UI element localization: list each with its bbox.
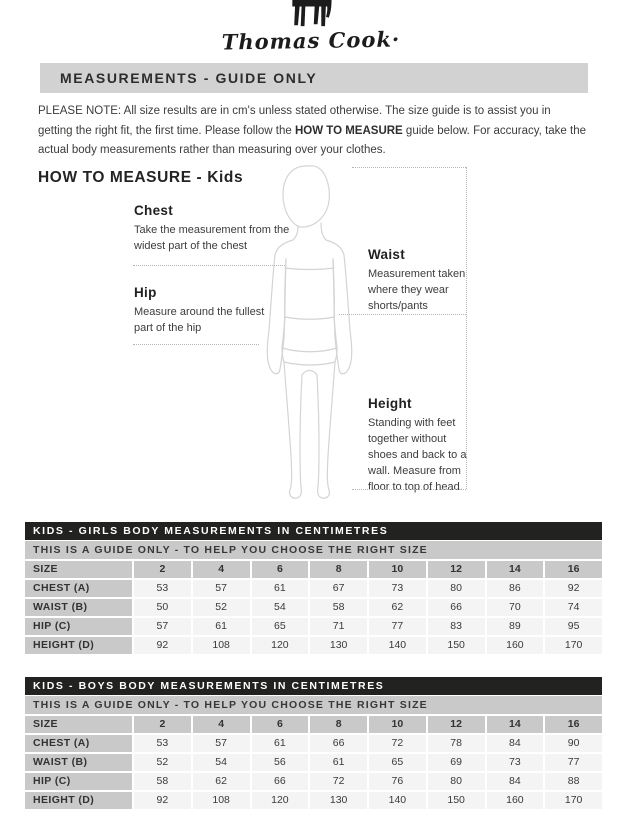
size-column-header: 6 — [252, 561, 309, 578]
measurement-value: 108 — [193, 792, 250, 809]
size-table-girls — [25, 522, 602, 654]
page-title: MEASUREMENTS - GUIDE ONLY — [60, 70, 318, 86]
measurement-value: 80 — [428, 580, 485, 597]
measurement-value: 150 — [428, 792, 485, 809]
note-part1: PLEASE NOTE: All size results are in cm's unless stated otherwise. The size guide is to assist you in getting the right fit, the first time. Please follow the — [38, 105, 551, 137]
hip-dotted-line — [133, 344, 259, 345]
measurement-value: 84 — [487, 735, 544, 752]
boys-table-grid — [25, 716, 602, 809]
how-to-measure-heading: HOW TO MEASURE - Kids — [38, 169, 244, 186]
row-label: HIP (C) — [25, 773, 132, 790]
measurement-value: 70 — [487, 599, 544, 616]
measurement-value: 140 — [369, 637, 426, 654]
height-desc: Standing with feet together without shoes and back to a wall. Measure from floor to top of head. — [368, 417, 467, 493]
measurement-value: 80 — [428, 773, 485, 790]
measurement-value: 69 — [428, 754, 485, 771]
height-label — [368, 396, 478, 495]
measurement-value: 92 — [134, 792, 191, 809]
measurement-value: 66 — [252, 773, 309, 790]
measurement-value: 66 — [428, 599, 485, 616]
girls-table-grid — [25, 561, 602, 654]
waist-desc: Measurement taken where they wear shorts/pants — [368, 268, 466, 312]
brand-logo — [0, 0, 622, 53]
measurement-value: 89 — [487, 618, 544, 635]
measurement-value: 120 — [252, 637, 309, 654]
height-dotted-line — [466, 167, 467, 489]
measurement-value: 83 — [428, 618, 485, 635]
measurement-value: 77 — [369, 618, 426, 635]
chest-dotted-line — [133, 265, 285, 266]
measurement-value: 53 — [134, 580, 191, 597]
size-column-header: 4 — [193, 716, 250, 733]
measurement-value: 72 — [310, 773, 367, 790]
chest-desc: Take the measurement from the widest part of the chest — [134, 224, 290, 252]
note-text — [38, 102, 586, 161]
measurement-value: 77 — [545, 754, 602, 771]
measurement-value: 78 — [428, 735, 485, 752]
measurement-value: 130 — [310, 637, 367, 654]
brand-name: Thomas Cook· — [221, 26, 401, 55]
measurement-value: 61 — [193, 618, 250, 635]
measurement-value: 73 — [369, 580, 426, 597]
size-column-header: 10 — [369, 716, 426, 733]
measurement-value: 66 — [310, 735, 367, 752]
height-title: Height — [368, 396, 412, 411]
measurement-value: 160 — [487, 637, 544, 654]
measurement-value: 88 — [545, 773, 602, 790]
measurement-value: 61 — [310, 754, 367, 771]
size-column-header: 8 — [310, 561, 367, 578]
row-label: HEIGHT (D) — [25, 637, 132, 654]
measurement-value: 71 — [310, 618, 367, 635]
measurement-value: 57 — [134, 618, 191, 635]
measurement-value: 170 — [545, 792, 602, 809]
size-column-header: 16 — [545, 716, 602, 733]
waist-label — [368, 247, 476, 314]
measurement-value: 92 — [134, 637, 191, 654]
measurement-value: 65 — [252, 618, 309, 635]
measurement-value: 74 — [545, 599, 602, 616]
size-column-header: 8 — [310, 716, 367, 733]
size-column-header: 14 — [487, 716, 544, 733]
measurement-value: 52 — [193, 599, 250, 616]
page-title-bar — [40, 63, 588, 93]
measurement-value: 57 — [193, 580, 250, 597]
row-label: CHEST (A) — [25, 580, 132, 597]
size-header-label: SIZE — [25, 716, 132, 733]
measurement-value: 150 — [428, 637, 485, 654]
size-header-label: SIZE — [25, 561, 132, 578]
note-bold: HOW TO MEASURE — [294, 124, 403, 137]
row-label: HIP (C) — [25, 618, 132, 635]
row-label: CHEST (A) — [25, 735, 132, 752]
measurement-value: 90 — [545, 735, 602, 752]
measurement-value: 53 — [134, 735, 191, 752]
measurement-value: 56 — [252, 754, 309, 771]
measurement-value: 76 — [369, 773, 426, 790]
hip-label — [134, 285, 284, 336]
measurement-value: 52 — [134, 754, 191, 771]
note-part2: guide below. For accuracy, take the actual body measurements rather than measuring over your clothes. — [38, 124, 586, 156]
measurement-value: 50 — [134, 599, 191, 616]
measurement-value: 54 — [193, 754, 250, 771]
size-column-header: 2 — [134, 716, 191, 733]
boys-table-title: KIDS - BOYS BODY MEASUREMENTS IN CENTIMETRES — [25, 677, 602, 695]
size-column-header: 10 — [369, 561, 426, 578]
measurement-value: 108 — [193, 637, 250, 654]
row-label: WAIST (B) — [25, 754, 132, 771]
size-column-header: 12 — [428, 716, 485, 733]
floor-level-dotted-line — [352, 489, 466, 490]
hip-title: Hip — [134, 285, 157, 300]
measurement-value: 67 — [310, 580, 367, 597]
chest-title: Chest — [134, 203, 174, 218]
measurement-value: 170 — [545, 637, 602, 654]
measurement-value: 140 — [369, 792, 426, 809]
size-table-boys — [25, 677, 602, 809]
girls-table-subtitle: THIS IS A GUIDE ONLY - TO HELP YOU CHOOSE THE RIGHT SIZE — [25, 541, 602, 559]
row-label: HEIGHT (D) — [25, 792, 132, 809]
size-column-header: 14 — [487, 561, 544, 578]
measurement-value: 120 — [252, 792, 309, 809]
row-label: WAIST (B) — [25, 599, 132, 616]
horse-logo-icon — [289, 0, 333, 28]
measurement-value: 160 — [487, 792, 544, 809]
measurement-value: 130 — [310, 792, 367, 809]
measurement-value: 57 — [193, 735, 250, 752]
measurement-value: 73 — [487, 754, 544, 771]
measurement-value: 62 — [369, 599, 426, 616]
chest-label — [134, 203, 312, 254]
measurement-value: 54 — [252, 599, 309, 616]
head-level-dotted-line — [352, 167, 466, 168]
girls-table-title: KIDS - GIRLS BODY MEASUREMENTS IN CENTIMETRES — [25, 522, 602, 540]
measurement-value: 65 — [369, 754, 426, 771]
size-column-header: 16 — [545, 561, 602, 578]
measurement-value: 92 — [545, 580, 602, 597]
measurement-value: 84 — [487, 773, 544, 790]
size-column-header: 12 — [428, 561, 485, 578]
measurement-value: 61 — [252, 580, 309, 597]
boys-table-subtitle: THIS IS A GUIDE ONLY - TO HELP YOU CHOOSE THE RIGHT SIZE — [25, 696, 602, 714]
size-column-header: 2 — [134, 561, 191, 578]
measurement-value: 86 — [487, 580, 544, 597]
measurement-value: 61 — [252, 735, 309, 752]
measurement-value: 62 — [193, 773, 250, 790]
measurement-value: 58 — [134, 773, 191, 790]
waist-title: Waist — [368, 247, 406, 262]
size-column-header: 6 — [252, 716, 309, 733]
measurement-value: 58 — [310, 599, 367, 616]
hip-desc: Measure around the fullest part of the hip — [134, 306, 265, 334]
waist-dotted-line — [339, 314, 466, 315]
measurement-value: 95 — [545, 618, 602, 635]
size-column-header: 4 — [193, 561, 250, 578]
measurement-value: 72 — [369, 735, 426, 752]
